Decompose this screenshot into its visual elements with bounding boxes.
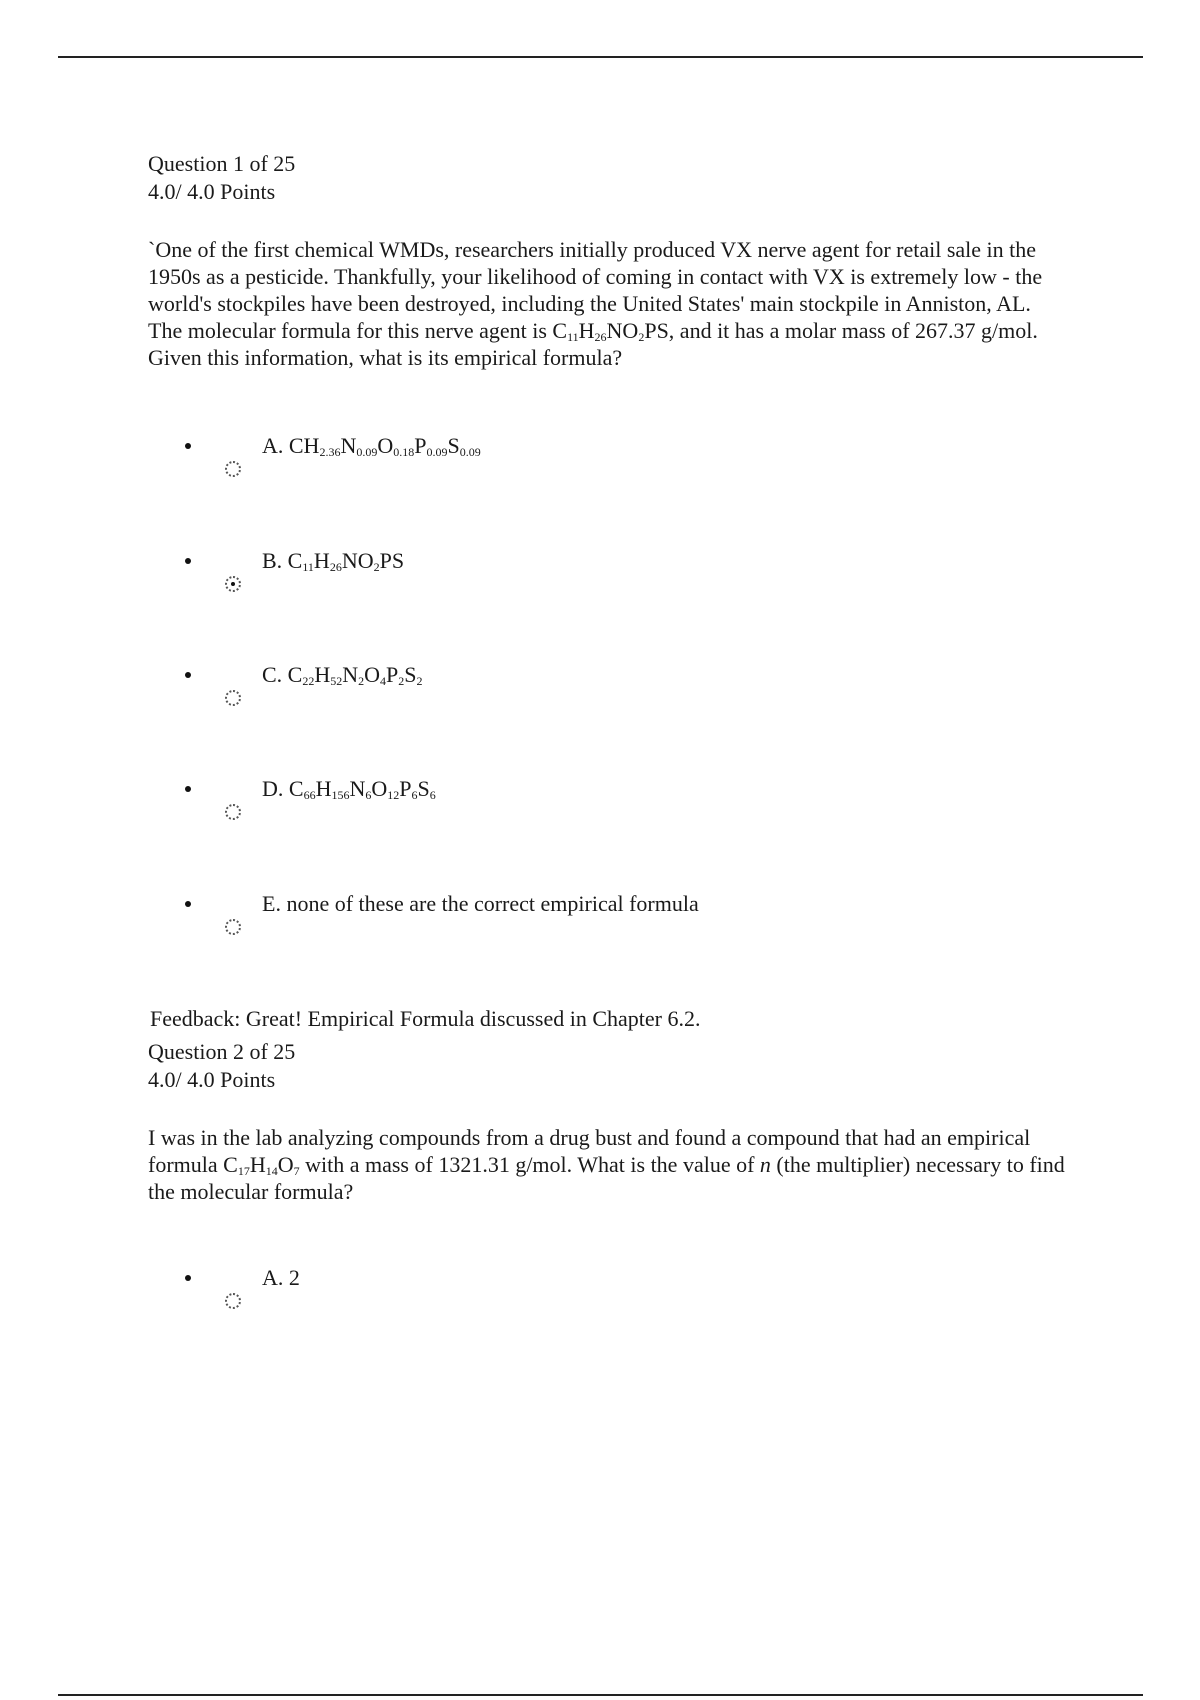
top-divider [58, 56, 1143, 58]
q1-option-b-label: B. $C_{11}H_{26}NO_2PS$ [262, 548, 405, 574]
q1-option-c-label: C. $C_{22}H_{52}N_2O_4P_2S_2$ [262, 662, 423, 688]
question-2-number: Question 2 of 25 [148, 1039, 296, 1064]
q1-option-d-radio[interactable] [225, 804, 241, 820]
q1-option-a-label: A. $CH_{2.36}N_{0.09}O_{0.18}P_{0.09}S_{0.09}$ [262, 433, 481, 459]
q2-option-a-radio[interactable] [225, 1293, 241, 1309]
question-2-header [148, 1038, 295, 1094]
q1-option-c[interactable] [0, 661, 1200, 721]
question-2-points: 4.0/ 4.0 Points [148, 1067, 276, 1092]
q1-option-e[interactable] [0, 890, 1200, 950]
q1-option-d[interactable] [0, 775, 1200, 835]
bullet [185, 558, 191, 564]
bullet [185, 443, 191, 449]
q1-option-e-radio[interactable] [225, 919, 241, 935]
q1-option-a[interactable] [0, 432, 1200, 492]
question-1-feedback: Feedback: Great! Empirical Formula discussed in Chapter 6.2. [150, 1006, 701, 1031]
bottom-divider [58, 1694, 1143, 1696]
bullet [185, 1275, 191, 1281]
bullet [185, 672, 191, 678]
q2-option-a-label: A. 2 [262, 1265, 300, 1290]
question-1-text: `One of the first chemical WMDs, researchers initially produced VX nerve agent for retail sale in the 1950s as a pesticide. Thankfully, your likelihood of coming in contact with VX is extremely low - the world's stockpiles have been destroyed, including the United States' main stockpile in Anniston, AL. The molecular formula for this nerve agent is $C_{11}H_{26}NO_2PS$, and it has a molar mass of 267.37 g/mol. Given this information, what is its empirical formula? [148, 237, 1043, 370]
q1-option-b[interactable] [0, 547, 1200, 607]
bullet [185, 901, 191, 907]
bullet [185, 786, 191, 792]
question-1-header [148, 150, 295, 206]
q1-option-a-radio[interactable] [225, 461, 241, 477]
q1-option-b-radio[interactable] [225, 576, 241, 592]
question-1-number: Question 1 of 25 [148, 151, 296, 176]
q1-option-e-label: E. none of these are the correct empirical formula [262, 891, 699, 916]
q1-option-d-label: D. $C_{66}H_{156}N_6O_{12}P_6S_6$ [262, 776, 436, 802]
question-2-text: I was in the lab analyzing compounds from a drug bust and found a compound that had an empirical formula $C_{17}H_{14}O_7$ with a mass of 1321.31 g/mol. What is the value of n (the multiplier) necessary to find the molecular formula? [148, 1125, 1065, 1204]
q1-option-c-radio[interactable] [225, 690, 241, 706]
question-1-points: 4.0/ 4.0 Points [148, 179, 276, 204]
q2-option-a[interactable] [0, 1264, 1200, 1324]
